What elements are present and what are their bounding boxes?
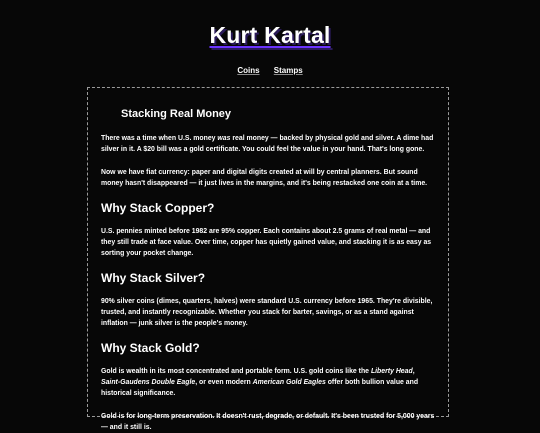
nav-link-stamps[interactable]: Stamps	[273, 66, 303, 75]
gold-emphasis-eagles: American Gold Eagles	[252, 379, 326, 386]
gold-text-a: Gold is wealth in its most concentrated and portable form. U.S. gold coins like the	[101, 368, 371, 375]
intro-text-a: There was a time when U.S. money	[101, 135, 218, 142]
article-heading: Stacking Real Money	[121, 108, 232, 120]
gold-emphasis-liberty: Liberty Head	[370, 368, 413, 375]
article-content	[87, 87, 449, 431]
gold-paragraph-1	[101, 366, 435, 399]
gold-text-b: ,	[412, 368, 415, 375]
copper-heading: Why Stack Copper?	[101, 201, 215, 215]
intro-paragraph-1	[101, 133, 435, 155]
silver-heading: Why Stack Silver?	[101, 271, 206, 285]
gold-emphasis-saint-gaudens: Saint-Gaudens Double Eagle	[101, 379, 196, 386]
intro-emphasis: was	[217, 135, 231, 142]
nav-link-coins[interactable]: Coins	[237, 66, 260, 75]
copper-paragraph: U.S. pennies minted before 1982 are 95% copper. Each contains about 2.5 grams of real metal — and they still trade at face value. Over time, copper has quietly gained value, and stacking it is as easy as sorting your pocket change.	[101, 228, 432, 257]
main-nav	[0, 66, 540, 75]
gold-paragraph-2: Gold is for long-term preservation. It doesn't rust, degrade, or default. It's been trusted for 5,000 years — and it still is.	[101, 413, 435, 431]
silver-paragraph: 90% silver coins (dimes, quarters, halves) were standard U.S. currency before 1965. They're divisible, trusted, and instantly recognizable. Whether you stack for barter, savings, or as a stand against inflation — junk silver is the people's money.	[101, 298, 433, 327]
gold-heading: Why Stack Gold?	[101, 341, 200, 355]
intro-text-b: real money — backed by physical gold and silver. A dime had silver in it. A $20 bill was a gold certificate. You could feel the value in your hand. That's long gone.	[101, 135, 434, 153]
gold-text-d: offer both bullion value and historical significance.	[101, 379, 419, 397]
site-title: Kurt Kartal	[209, 22, 331, 48]
intro-paragraph-2: Now we have fiat currency: paper and digital digits created at will by central planners. But sound money hasn't disappeared — it just lives in the margins, and it's being restacked one coin at a time.	[101, 169, 428, 187]
gold-text-c: , or even modern	[195, 379, 253, 386]
